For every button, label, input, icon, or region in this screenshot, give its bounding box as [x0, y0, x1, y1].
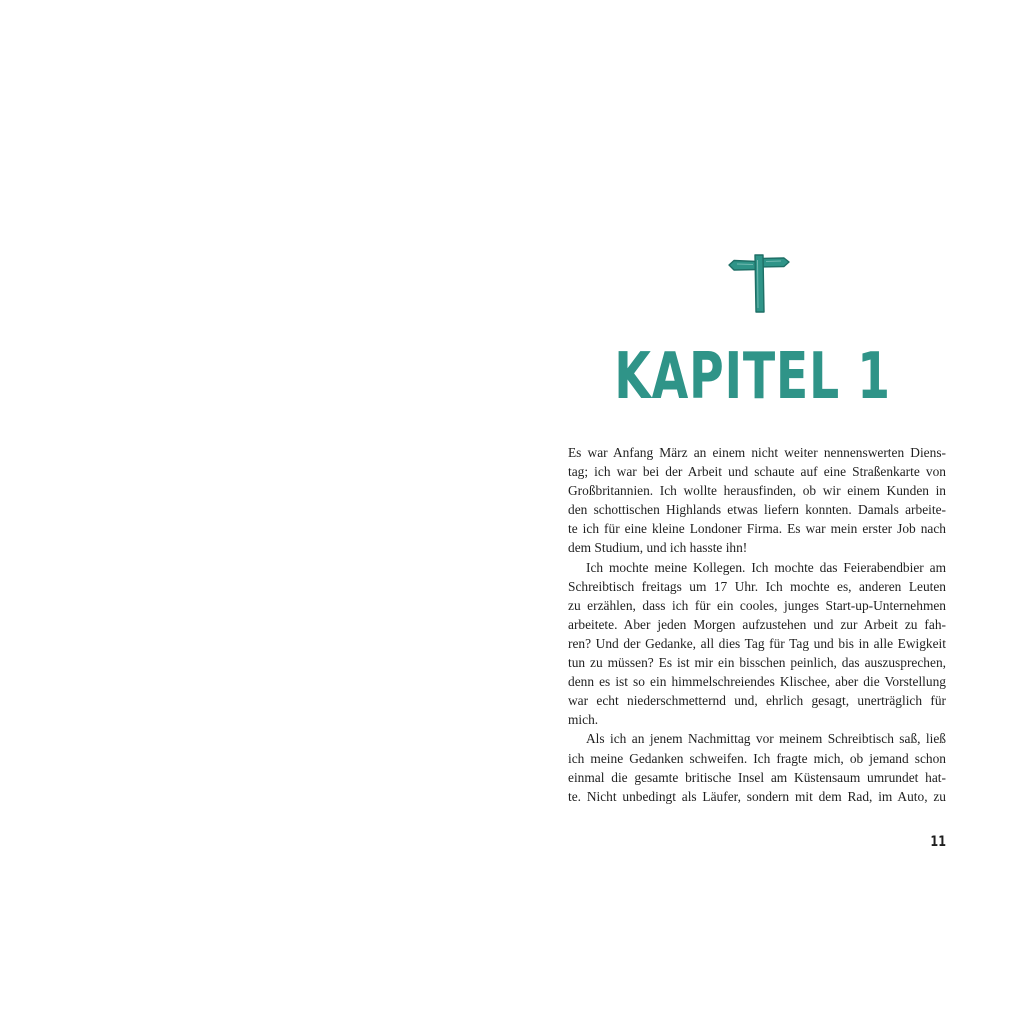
text-line: einmal die gesamte britische Insel am Küstensaum umrundet hat-	[568, 769, 946, 785]
text-line: tag; ich war bei der Arbeit und schaute auf eine Straßenkarte von	[568, 464, 946, 480]
chapter-body-text	[568, 443, 946, 806]
chapter-title: KAPITEL 1	[614, 340, 891, 414]
signpost-icon	[726, 252, 792, 316]
paragraph	[568, 443, 946, 558]
text-line: denn es ist so ein himmelschreiendes Klischee, aber die Vorstellung	[568, 674, 946, 690]
paragraph	[568, 729, 946, 805]
text-line: arbeitete. Aber jeden Morgen aufzustehen und zur Arbeit zu fah-	[568, 616, 946, 632]
text-line: den schottischen Highlands etwas liefern konnten. Damals arbeite-	[568, 502, 946, 518]
paragraph	[568, 558, 946, 730]
text-line: Großbritannien. Ich wollte herausfinden, ob wir einem Kunden in	[568, 483, 946, 499]
text-line: Schreibtisch freitags um 17 Uhr. Ich mochte es, anderen Leuten	[568, 578, 946, 594]
text-line: te ich für eine kleine Londoner Firma. Es war mein erster Job nach	[568, 521, 946, 537]
text-line: Ich mochte meine Kollegen. Ich mochte das Feierabendbier am	[586, 559, 946, 575]
text-line: Es war Anfang März an einem nicht weiter nennenswerten Diens-	[568, 445, 946, 460]
text-line: dem Studium, und ich hasste ihn!	[568, 540, 748, 556]
text-line: te. Nicht unbedingt als Läufer, sondern mit dem Rad, im Auto, zu	[568, 788, 946, 804]
text-line: ren? Und der Gedanke, all dies Tag für Tag und bis in alle Ewigkeit	[568, 635, 946, 651]
text-line: tun zu müssen? Es ist mir ein bisschen peinlich, das auszusprechen,	[568, 655, 946, 671]
text-line: mich.	[568, 712, 599, 728]
text-line: Als ich an jenem Nachmittag vor meinem Schreibtisch saß, ließ	[586, 731, 946, 747]
text-line: zu erzählen, dass ich für ein cooles, junges Start-up-Unternehmen	[568, 597, 946, 613]
text-line: war echt niederschmetternd und, ehrlich gesagt, unerträglich für	[568, 693, 946, 709]
page-number: 11	[930, 834, 946, 850]
text-line: ich meine Gedanken schweifen. Ich fragte mich, ob jemand schon	[568, 750, 946, 766]
